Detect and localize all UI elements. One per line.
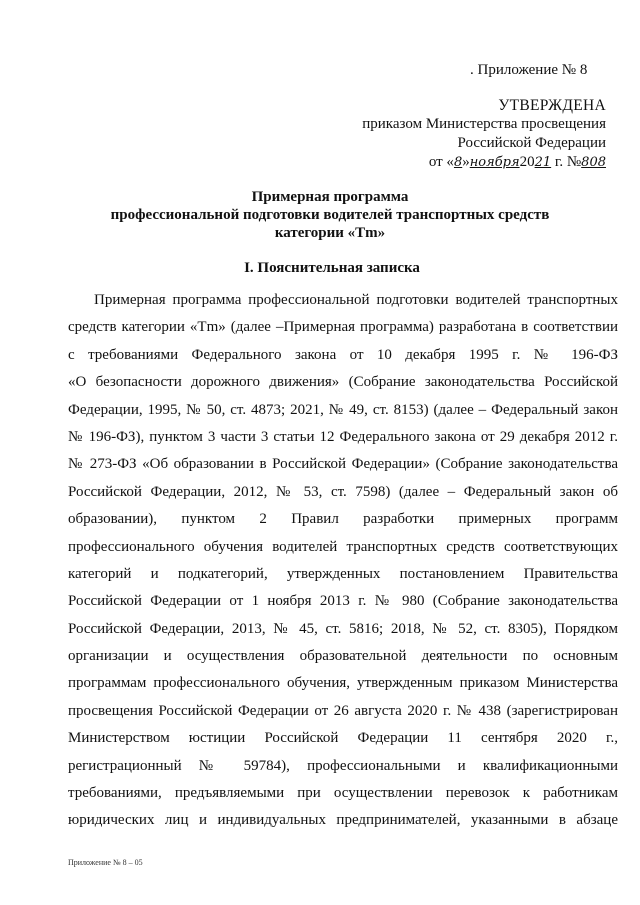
body-line: № 273-ФЗ «Об образовании в Российской Федерации» (Собрание законодательства — [68, 456, 618, 473]
title-line-1: Примерная программа — [251, 189, 409, 205]
title-line-2: профессиональной подготовки водителей транспортных средств — [110, 207, 550, 223]
body-line: регистрационный № 59784), профессиональными и квалификационными — [68, 757, 618, 774]
body-line: Федерации, 1995, № 50, ст. 4873; 2021, № 49, ст. 8153) (далее – Федеральный закон — [68, 401, 618, 418]
body-line: Примерная программа профессиональной подготовки водителей транспортных — [94, 292, 618, 308]
body-line: «О безопасности дорожного движения» (Собрание законодательства Российской — [68, 374, 618, 391]
body-line: профессионального обучения водителей транспортных средств соответствующих — [68, 538, 618, 555]
approved-country: Российской Федерации — [457, 135, 606, 151]
appendix-label: . Приложение № 8 — [470, 62, 588, 78]
approval-block — [362, 96, 606, 172]
body-line: с требованиями Федерального закона от 10 декабря 1995 г. № 196-ФЗ — [68, 346, 618, 363]
date-month-handwritten: ноября — [469, 155, 520, 170]
approved-by-order: приказом Министерства просвещения — [362, 116, 606, 132]
body-line: образовании), пунктом 2 Правил разработки примерных программ — [68, 511, 618, 528]
date-year-unit: г. № — [551, 154, 582, 170]
title-line-3: категории «Tm» — [274, 225, 386, 241]
footer-code: Приложение № 8 – 05 — [68, 858, 143, 867]
date-prefix: от « — [428, 154, 454, 170]
body-text — [68, 287, 618, 835]
body-line: категорий и подкатегорий, утвержденных постановлением Правительства — [68, 565, 618, 582]
body-line: юридических лиц и индивидуальных предпринимателей, указанными в абзаце — [68, 812, 618, 829]
order-number-handwritten: 808 — [581, 155, 606, 170]
document-title — [0, 188, 640, 242]
body-line: № 196-ФЗ), пунктом 3 части 3 статьи 12 Федерального закона от 29 декабря 2012 г. — [68, 428, 618, 445]
body-line: Российской Федерации, 2012, № 53, ст. 7598) (далее – Федеральный закон об — [68, 483, 618, 500]
date-mid: » — [462, 154, 470, 170]
approved-stamp-text: УТВЕРЖДЕНА — [498, 97, 606, 114]
body-line: Российской Федерации от 1 ноября 2013 г. № 980 (Собрание законодательства — [68, 593, 618, 610]
date-year-prefix: 20 — [519, 154, 535, 170]
body-line: просвещения Российской Федерации от 26 августа 2020 г. № 438 (зарегистрирован — [68, 702, 618, 719]
body-line: программам профессионального обучения, утвержденным приказом Министерства — [68, 675, 618, 692]
body-line: требованиями, предъявляемыми при осуществлении перевозок к работникам — [68, 785, 618, 802]
date-year-handwritten: 21 — [534, 155, 552, 170]
body-line: организации и осуществления образовательной деятельности по основным — [68, 648, 618, 665]
body-line: Министерством юстиции Российской Федерации 11 сентября 2020 г., — [68, 730, 618, 747]
date-day-handwritten: 8 — [453, 155, 463, 170]
body-line: Российской Федерации, 2013, № 45, ст. 5816; 2018, № 52, ст. 8305), Порядком — [68, 620, 618, 637]
body-line: средств категории «Tm» (далее –Примерная программа) разработана в соответствии — [68, 319, 618, 336]
section-heading: I. Пояснительная записка — [244, 260, 420, 276]
approval-date-line — [362, 153, 606, 172]
